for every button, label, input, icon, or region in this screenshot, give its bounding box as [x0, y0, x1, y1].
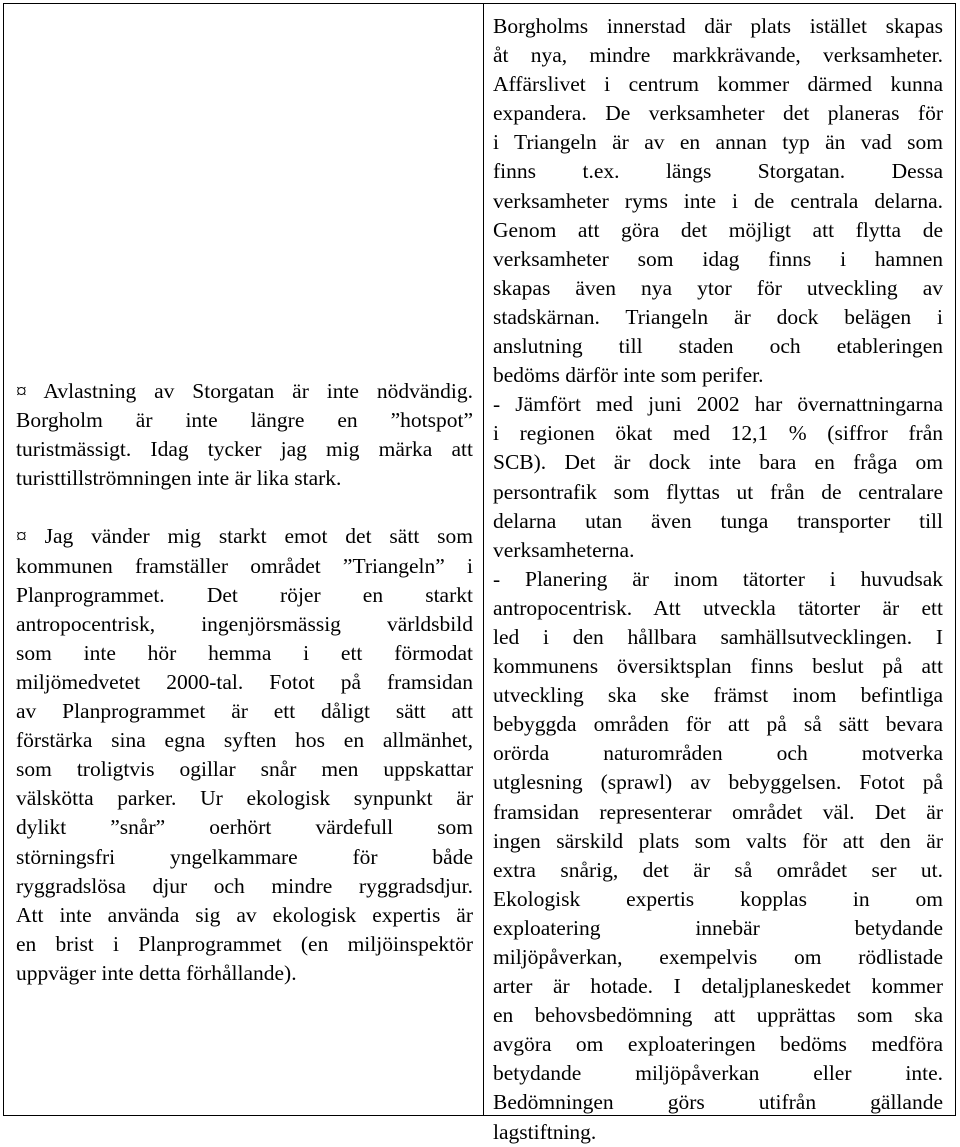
right-text-line: Bedömningen görs utifrån gällande: [493, 1090, 943, 1115]
right-text-line: extra snårig, det är så området ser ut.: [493, 857, 943, 882]
right-text-line: verksamheter som idag finns i hamnen: [493, 246, 943, 271]
right-text-line: Ekologisk expertis kopplas in om: [493, 886, 943, 911]
left-text-line: Borgholm är inte längre en ”hotspot”: [16, 408, 473, 433]
right-column-text: [484, 12, 955, 1147]
left-text-line: miljömedvetet 2000-tal. Fotot på framsidan: [16, 669, 473, 694]
left-column-text: [4, 377, 483, 988]
right-text-line: ingen särskild plats som valts för att den är: [493, 828, 943, 853]
right-text-line: expandera. De verksamheter det planeras för: [493, 101, 943, 126]
right-text-line: avgöra om exploateringen bedöms medföra: [493, 1032, 943, 1057]
right-text-line: i regionen ökat med 12,1 % (siffror från: [493, 421, 943, 446]
left-column-cell: [4, 4, 484, 1115]
left-text-line: av Planprogrammet är ett dåligt sätt att: [16, 699, 473, 724]
left-text-line: ¤ Jag vänder mig starkt emot det sätt som: [16, 524, 473, 549]
right-text-line: finns t.ex. längs Storgatan. Dessa: [493, 159, 943, 184]
left-text-line: ryggradslösa djur och mindre ryggradsdjur.: [16, 873, 473, 898]
right-text-line: en behovsbedömning att upprättas som ska: [493, 1003, 943, 1028]
right-text-line: framsidan representerar området väl. Det är: [493, 799, 943, 824]
left-text-line: turistmässigt. Idag tycker jag mig märka att: [16, 437, 473, 462]
right-text-line: bedöms därför inte som perifer.: [493, 363, 764, 388]
left-text-line: turisttillströmningen inte är lika stark.: [16, 466, 342, 491]
right-text-line: - Planering är inom tätorter i huvudsak: [493, 566, 943, 591]
left-text-line: antropocentrisk, ingenjörsmässig världsbild: [16, 611, 473, 636]
left-text-line: som troligtvis ogillar snår men uppskattar: [16, 757, 473, 782]
left-text-line: kommunen framställer området ”Triangeln” i: [16, 553, 473, 578]
left-text-line: störningsfri yngelkammare för både: [16, 844, 473, 869]
right-text-line: skapas även nya ytor för utveckling av: [493, 275, 943, 300]
right-text-line: Genom att göra det möjligt att flytta de: [493, 217, 943, 242]
right-text-line: verksamheter ryms inte i de centrala delarna.: [493, 188, 943, 213]
right-text-line: anslutning till staden och etableringen: [493, 334, 943, 359]
right-text-line: SCB). Det är dock inte bara en fråga om: [493, 450, 943, 475]
paragraph-gap: [16, 493, 473, 522]
right-text-line: lagstiftning.: [493, 1119, 597, 1144]
document-table: [3, 3, 956, 1144]
right-column-cell: [484, 4, 955, 1144]
right-text-line: betydande miljöpåverkan eller inte.: [493, 1061, 943, 1086]
left-text-line: ¤ Avlastning av Storgatan är inte nödvändig.: [16, 379, 473, 403]
right-text-line: miljöpåverkan, exempelvis om rödlistade: [493, 945, 943, 969]
right-text-line: orörda naturområden och motverka: [493, 741, 943, 766]
right-text-line: delarna utan även tunga transporter till: [493, 508, 943, 533]
right-text-line: antropocentrisk. Att utveckla tätorter är ett: [493, 595, 943, 620]
right-text-line: persontrafik som flyttas ut från de centralare: [493, 479, 943, 504]
right-text-line: åt nya, mindre markkrävande, verksamheter.: [493, 43, 943, 68]
right-text-line: bebyggda områden för att på så sätt bevara: [493, 712, 943, 737]
left-text-line: uppväger inte detta förhållande).: [16, 960, 297, 985]
right-text-line: exploatering innebär betydande: [493, 915, 943, 940]
right-text-line: utglesning (sprawl) av bebyggelsen. Fotot på: [493, 770, 943, 795]
right-text-line: stadskärnan. Triangeln är dock belägen i: [493, 304, 943, 329]
left-text-line: dylikt ”snår” oerhört värdefull som: [16, 815, 473, 840]
right-text-line: utveckling ska ske främst inom befintliga: [493, 683, 943, 708]
right-text-line: verksamheterna.: [493, 537, 635, 562]
right-text-line: Affärslivet i centrum kommer därmed kunna: [493, 72, 943, 97]
left-text-line: som inte hör hemma i ett förmodat: [16, 640, 473, 665]
left-text-line: en brist i Planprogrammet (en miljöinspektör: [16, 931, 473, 956]
left-text-line: Planprogrammet. Det röjer en starkt: [16, 582, 473, 607]
right-text-line: arter är hotade. I detaljplaneskedet kommer: [493, 974, 943, 999]
left-text-line: förstärka sina egna syften hos en allmänhet,: [16, 728, 473, 753]
right-text-line: Borgholms innerstad där plats istället skapas: [493, 14, 943, 38]
right-text-line: kommunens översiktsplan finns beslut på att: [493, 654, 943, 679]
right-text-line: led i den hållbara samhällsutvecklingen. I: [493, 624, 943, 649]
left-text-line: välskötta parker. Ur ekologisk synpunkt är: [16, 786, 473, 811]
right-text-line: - Jämfört med juni 2002 har övernattningarna: [493, 392, 943, 417]
left-text-line: Att inte använda sig av ekologisk expertis är: [16, 902, 473, 927]
right-text-line: i Triangeln är av en annan typ än vad som: [493, 130, 943, 155]
